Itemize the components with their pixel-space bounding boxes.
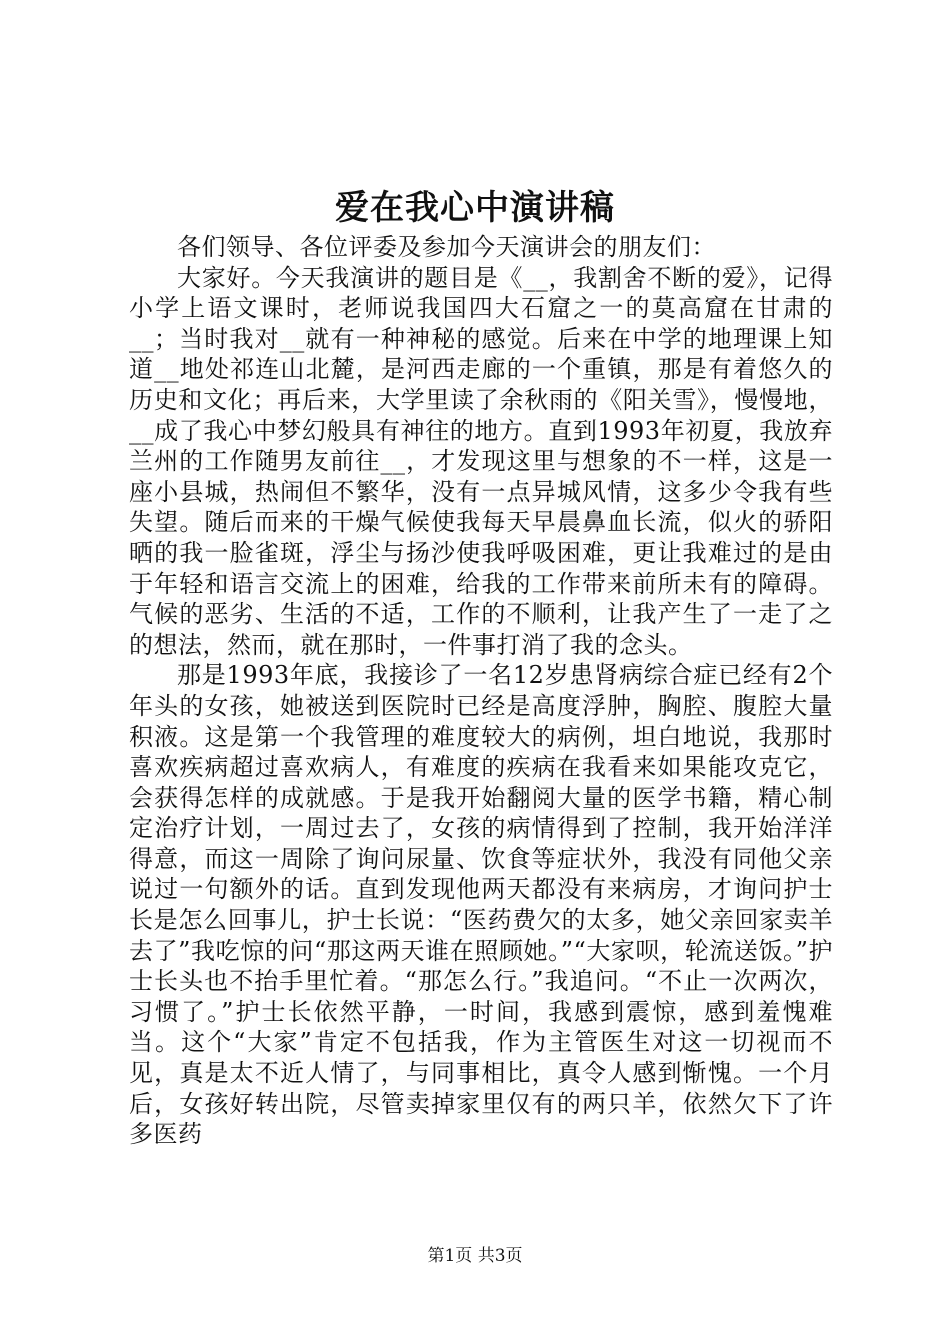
page-footer: 第1页 共3页 <box>427 1246 523 1266</box>
body-paragraph: 那是1993年底，我接诊了一名12岁患肾病综合症已经有2个年头的女孩，她被送到医院时已经是高度浮肿，胸腔、腹腔大量积液。这是第一个我管理的难度较大的病例，坦白地说，我那时喜欢疾病超过喜欢病人，有难度的疾病在我看来如果能攻克它，会获得怎样的成就感。于是我开始翻阅大量的医学书籍，精心制定治疗计划，一周过去了，女孩的病情得到了控制，我开始洋洋得意，而这一周除了询问尿量、饮食等症状外，我没有同他父亲说过一句额外的话。直到发现他两天都没有来病房，才询问护士长是怎么回事儿，护士长说：“医药费欠的太多，她父亲回家卖羊去了”我吃惊的问“那这两天谁在照顾她。”“大家呗，轮流送饭。”护士长头也不抬手里忙着。“那怎么行。”我追问。“不止一次两次，习惯了。”护士长依然平静，一时间，我感到震惊，感到羞愧难当。这个“大家”肯定不包括我，作为主管医生对这一切视而不见，真是太不近人情了，与同事相比，真令人感到惭愧。一个月后，女孩好转出院，尽管卖掉家里仅有的两只羊，依然欠下了许多医药 <box>129 661 833 1149</box>
salutation-paragraph: 各们领导、各位评委及参加今天演讲会的朋友们： <box>177 233 716 261</box>
body-paragraph: 大家好。今天我演讲的题目是《__，我割舍不断的爱》，记得小学上语文课时，老师说我国四大石窟之一的莫高窟在甘肃的__；当时我对__就有一种神秘的感觉。后来在中学的地理课上知道__地处祁连山北麓，是河西走廊的一个重镇，那是有着悠久的历史和文化；再后来，大学里读了余秋雨的《阳关雪》，慢慢地，__成了我心中梦幻般具有神往的地方。直到1993年初夏，我放弃兰州的工作随男友前往__，才发现这里与想象的不一样，这是一座小县城，热闹但不繁华，没有一点异城风情，这多少令我有些失望。随后而来的干燥气候使我每天早晨鼻血长流，似火的骄阳晒的我一脸雀斑，浮尘与扬沙使我呼吸困难，更让我难过的是由于年轻和语言交流上的困难，给我的工作带来前所未有的障碍。气候的恶劣、生活的不适，工作的不顺利，让我产生了一走了之的想法，然而，就在那时，一件事打消了我的念头。 <box>129 263 833 659</box>
document-body <box>129 232 833 1150</box>
document-title: 爱在我心中演讲稿 <box>335 188 615 228</box>
